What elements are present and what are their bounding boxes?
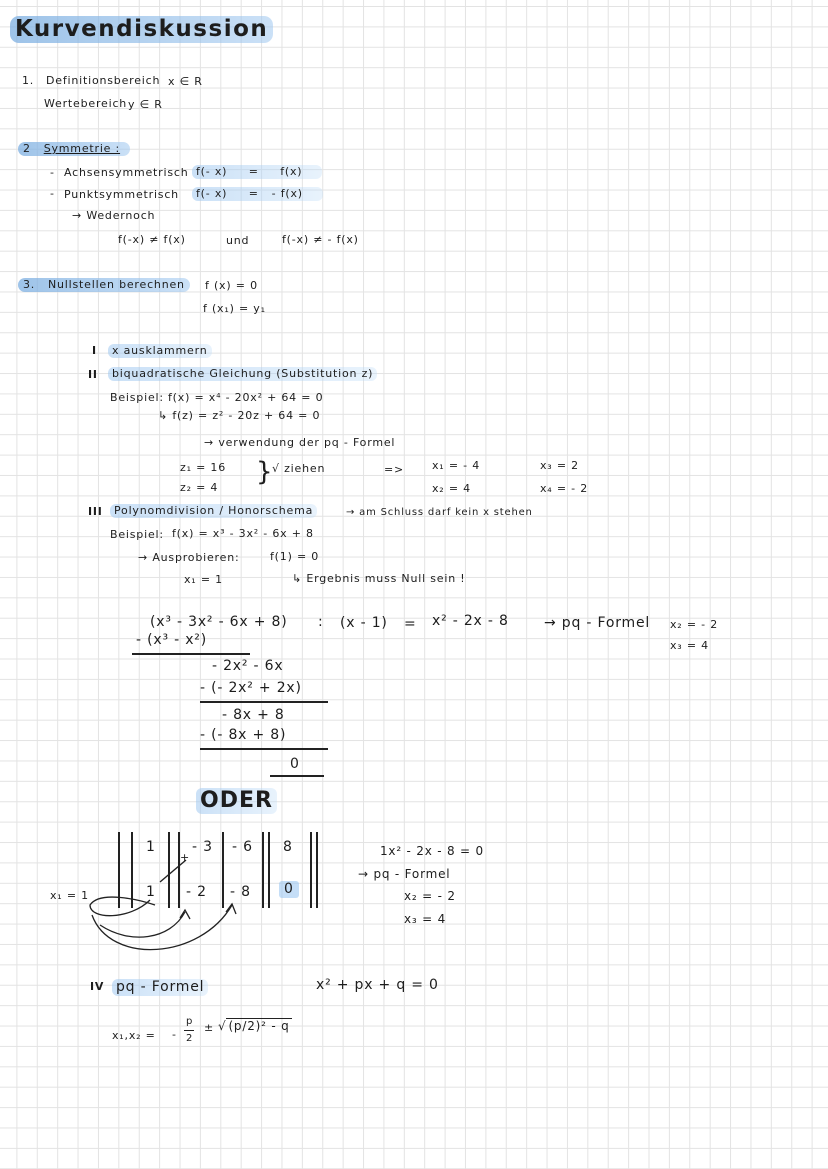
substitution-equation: ↳ f(z) = z² - 20z + 64 = 0 [158,409,321,422]
achsen-equation: f(- x) = f(x) [192,165,322,179]
oder-heading: ODER [196,788,277,814]
punktsymmetrisch-label: Punktsymmetrisch [64,188,179,201]
wedernoch-f2: f(-x) ≠ - f(x) [282,233,359,246]
nullstelle-eq2: f (x₁) = y₁ [203,302,266,315]
method-number: IV [90,980,105,993]
definitionsbereich-value: x ∈ R [168,75,203,88]
wedernoch-f1: f(-x) ≠ f(x) [118,233,186,246]
wertebereich-label: Wertebereich [44,97,128,110]
method-ausklammern: x ausklammern [108,344,212,358]
brace: } [256,457,274,487]
method-polynomdivision: Polynomdivision / Honorschema [110,504,317,518]
division-row: - (x³ - x²) [136,632,207,648]
division-row: - 8x + 8 [222,707,285,723]
wedernoch-label: → Wedernoch [72,209,156,222]
x1-result: x₁ = - 4 [432,459,480,472]
beispiel-label: Beispiel: [110,391,164,404]
division-colon: : [318,614,324,630]
fraction-bar [184,1030,194,1031]
x4-result: x₄ = - 2 [540,482,588,495]
x1-guess: x₁ = 1 [184,573,223,586]
division-divisor: (x - 1) [340,615,388,631]
pq-formel-heading: pq - Formel [112,979,208,996]
horner-x1-label: x₁ = 1 [50,889,89,902]
pq-formula-pm: ± [204,1021,215,1034]
nullstelle-eq1: f (x) = 0 [205,279,258,292]
section-heading: Symmetrie : [43,142,121,155]
x3-result: x₃ = 2 [540,459,579,472]
punkt-equation: f(- x) = - f(x) [192,187,323,201]
pq-arrow: → pq - Formel [544,615,651,631]
z2-value: z₂ = 4 [180,481,219,494]
method-number: II [88,368,98,381]
x2-result: x₂ = 4 [432,482,471,495]
division-remainder: 0 [290,756,300,772]
pq-formula-p: p [186,1016,194,1027]
horner-equation: 1x² - 2x - 8 = 0 [380,844,484,858]
section-heading: Nullstellen berechnen [48,278,185,291]
horner-bottom-cell: 1 [146,884,156,900]
division-x3: x₃ = 4 [670,639,709,652]
wedernoch-und: und [226,234,250,247]
wertebereich-value: y ∈ R [128,98,163,111]
method-number: III [88,505,103,518]
division-row: - (- 2x² + 2x) [200,680,302,696]
division-equals: = [404,616,417,632]
implies-arrow: => [384,463,405,476]
z1-value: z₁ = 16 [180,461,226,474]
horner-top-cell: - 6 [232,839,253,855]
beispiel-equation: f(x) = x⁴ - 20x² + 64 = 0 [168,391,324,404]
horner-x2: x₂ = - 2 [404,889,456,903]
ergebnis-note: ↳ Ergebnis muss Null sein ! [292,572,466,585]
page-title: Kurvendiskussion [10,16,273,43]
method-biquadratisch: biquadratische Gleichung (Substitution z) [108,367,377,381]
horner-plus: + [180,851,191,864]
horner-bottom-cell: - 8 [230,884,251,900]
definitionsbereich-label: Definitionsbereich [46,74,161,87]
horner-x3: x₃ = 4 [404,912,447,926]
division-result: x² - 2x - 8 [432,613,509,629]
polynomdivision-note: → am Schluss darf kein x stehen [346,507,533,518]
bullet: - [50,166,55,179]
method-number: I [92,344,97,357]
pq-general-form: x² + px + q = 0 [316,977,439,993]
beispiel-label: Beispiel: [110,528,164,541]
horner-top-cell: 1 [146,839,156,855]
horner-top-cell: - 3 [192,839,213,855]
ausprobieren-label: → Ausprobieren: [138,551,240,564]
pq-formula-2: 2 [186,1033,194,1044]
horner-pq: → pq - Formel [358,867,451,881]
pq-formula-minus: - [172,1028,177,1041]
horner-bottom-cell: 0 [279,881,299,898]
horner-bottom-cell: - 2 [186,884,207,900]
bullet: - [50,187,55,200]
division-row: - (- 8x + 8) [200,727,287,743]
division-row: - 2x² - 6x [212,658,284,674]
pq-formula-lhs: x₁,x₂ = [112,1029,156,1042]
achsensymmetrisch-label: Achsensymmetrisch [64,166,189,179]
beispiel2-equation: f(x) = x³ - 3x² - 6x + 8 [172,527,314,540]
division-dividend: (x³ - 3x² - 6x + 8) [150,614,288,630]
ausprobieren-equation: f(1) = 0 [270,550,320,563]
section-number: 2 [23,142,31,155]
horner-top-cell: 8 [283,839,293,855]
pq-hint: → verwendung der pq - Formel [204,436,396,449]
section-number: 1. [22,74,35,87]
section-number: 3. [23,278,36,291]
pq-formula-root: √ (p/2)² - q [218,1019,290,1033]
wurzel-ziehen: √ ziehen [272,462,326,475]
division-x2: x₂ = - 2 [670,618,718,631]
